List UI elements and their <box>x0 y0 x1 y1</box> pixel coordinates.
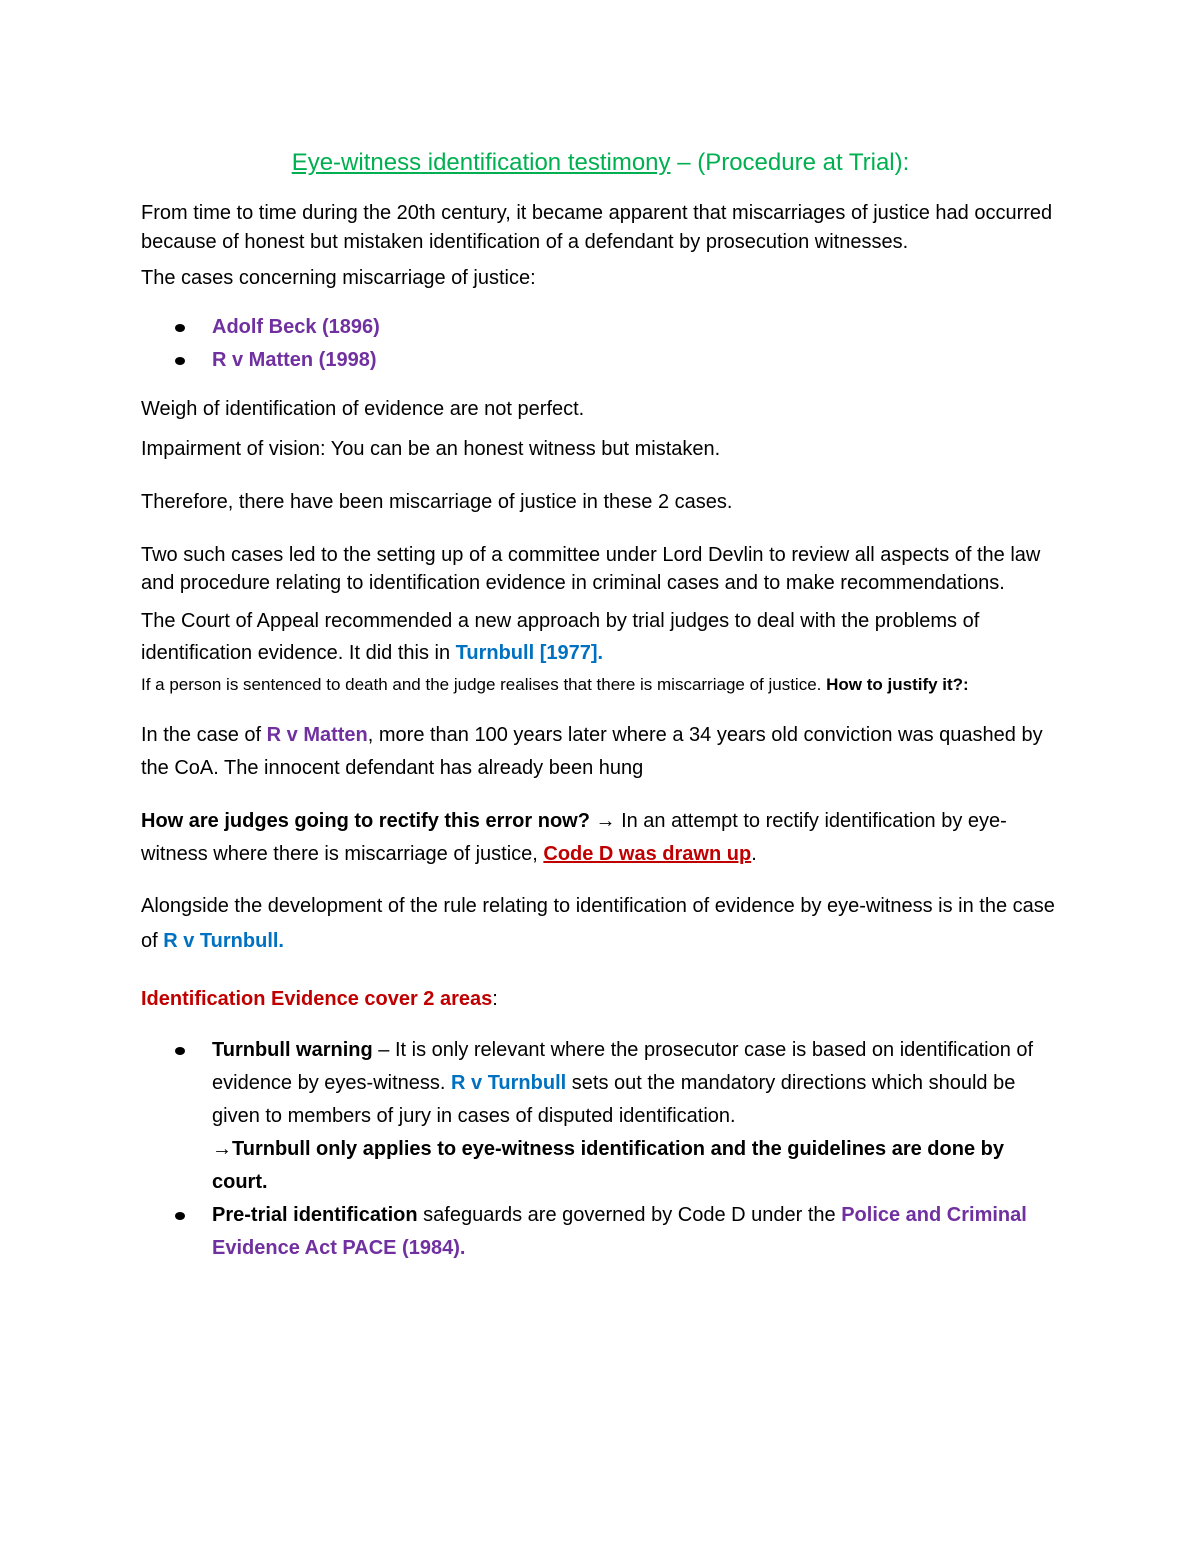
case-r-v-turnbull: R v Turnbull. <box>163 930 284 952</box>
paragraph-therefore: Therefore, there have been miscarriage of justice in these 2 cases. <box>141 491 733 513</box>
list-item <box>212 1034 1060 1199</box>
paragraph-death-sentence <box>141 671 1060 699</box>
arrow-icon: → <box>212 1138 232 1160</box>
paragraph-code-d <box>141 805 1060 871</box>
cases-list <box>141 311 1060 377</box>
title-dash: – <box>670 149 698 176</box>
turnbull-warning-text: – It is only relevant where the prosecutor case is based on identification of evidence by eyes-witness. <box>212 1039 1034 1094</box>
paragraph-matten <box>141 719 1060 785</box>
code-d-end: . <box>751 843 757 865</box>
cases-heading: The cases concerning miscarriage of justice: <box>141 267 536 289</box>
areas-heading-colon: : <box>492 988 498 1010</box>
list-item: Adolf Beck (1896) <box>212 311 1060 344</box>
turnbull-warning-term: Turnbull warning <box>212 1039 373 1061</box>
arrow-icon: → <box>589 810 622 832</box>
list-item <box>212 1199 1060 1265</box>
case-r-v-turnbull-2: R v Turnbull <box>451 1072 567 1094</box>
turnbull-note: Turnbull only applies to eye-witness identification and the guidelines are done by court. <box>212 1138 1004 1193</box>
matten-pre: In the case of <box>141 724 267 746</box>
paragraph-weigh: Weigh of identification of evidence are not perfect. <box>141 398 585 420</box>
intro-paragraph: From time to time during the 20th century, it became apparent that miscarriages of justice had occurred because of honest but mistaken identification of a defendant by prosecution witnesses. <box>141 202 1053 253</box>
code-d-text: In an attempt to rectify identification by eye-witness where there is miscarriage of justice, <box>141 810 1007 865</box>
areas-list <box>141 1034 1060 1265</box>
pace-act: Police and Criminal Evidence Act PACE (1984). <box>212 1204 1027 1259</box>
areas-heading <box>141 985 1060 1014</box>
paragraph-impairment: Impairment of vision: You can be an honest witness but mistaken. <box>141 438 721 460</box>
turnbull-directions-text: sets out the mandatory directions which should be given to members of jury in cases of disputed identification. <box>212 1072 1016 1127</box>
matten-post: , more than 100 years later where a 34 years old conviction was quashed by the CoA. The innocent defendant has already been hung <box>141 724 1043 779</box>
pre-trial-text: safeguards are governed by Code D under the <box>417 1204 842 1226</box>
paragraph-alongside <box>141 889 1060 959</box>
title-main: Eye-witness identification testimony <box>291 149 671 176</box>
areas-heading-text: Identification Evidence cover 2 areas <box>141 988 493 1010</box>
death-sentence-text: If a person is sentenced to death and the judge realises that there is miscarriage of justice. <box>141 675 827 694</box>
paragraph-devlin: Two such cases led to the setting up of a committee under Lord Devlin to review all aspects of the law and procedure relating to identification evidence in criminal cases and to make recommendations. <box>141 544 1041 594</box>
pre-trial-term: Pre-trial identification <box>212 1204 418 1226</box>
judges-question: How are judges going to rectify this error now? <box>141 810 590 832</box>
paragraph-court-of-appeal <box>141 605 1060 669</box>
case-r-v-matten: R v Matten <box>266 724 368 746</box>
code-d-drawn-up: Code D was drawn up <box>543 843 752 865</box>
page-title <box>141 147 1060 179</box>
court-of-appeal-text: The Court of Appeal recommended a new approach by trial judges to deal with the problems of identification evidence. It did this in <box>141 610 980 664</box>
list-item: R v Matten (1998) <box>212 344 1060 377</box>
death-sentence-question: How to justify it?: <box>826 675 969 694</box>
alongside-text: Alongside the development of the rule relating to identification of evidence by eye-witness is in the case of <box>141 895 1055 952</box>
title-sub: (Procedure at Trial): <box>697 149 910 176</box>
case-turnbull-1977: Turnbull [1977]. <box>455 642 604 664</box>
